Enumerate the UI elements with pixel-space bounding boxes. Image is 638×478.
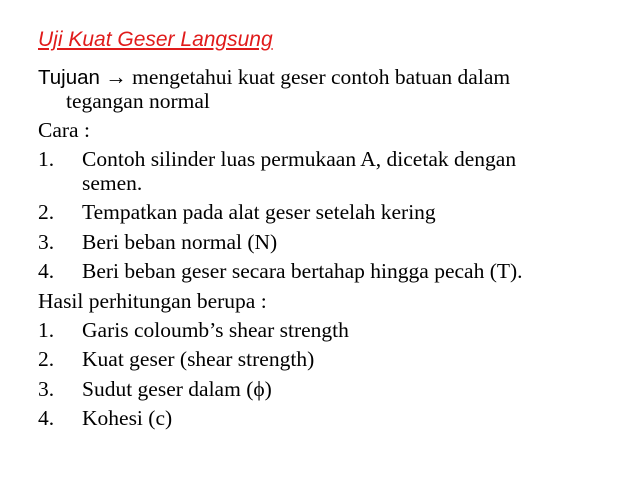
step-number: 2. (38, 200, 55, 224)
result-text: Kuat geser (shear strength) (82, 347, 315, 371)
step-number: 3. (38, 230, 55, 254)
tujuan-arrow: → (105, 65, 127, 89)
tujuan-text: mengetahui kuat geser contoh batuan dalam (132, 65, 511, 89)
step-text: Contoh silinder luas permukaan A, dicetak dengan (82, 147, 517, 171)
tujuan-label: Tujuan (38, 66, 100, 89)
cara-heading: Cara : (38, 118, 90, 142)
step-text: Beri beban geser secara bertahap hingga pecah (T). (82, 259, 523, 283)
result-number: 1. (38, 318, 55, 342)
step-text: Beri beban normal (N) (82, 230, 278, 254)
step-number: 1. (38, 147, 55, 171)
step-number: 4. (38, 259, 55, 283)
result-text: Garis coloumb’s shear strength (82, 318, 349, 342)
result-number: 2. (38, 347, 55, 371)
step-text-continued: semen. (82, 171, 143, 195)
result-number: 3. (38, 377, 55, 401)
slide-title: Uji Kuat Geser Langsung (38, 28, 273, 51)
step-text: Tempatkan pada alat geser setelah kering (82, 200, 436, 224)
result-text: Sudut geser dalam (ϕ) (82, 377, 272, 401)
result-number: 4. (38, 406, 55, 430)
tujuan-line (38, 64, 510, 91)
hasil-heading: Hasil perhitungan berupa : (38, 289, 267, 313)
tujuan-text-continued: tegangan normal (66, 89, 210, 113)
result-text: Kohesi (c) (82, 406, 173, 430)
